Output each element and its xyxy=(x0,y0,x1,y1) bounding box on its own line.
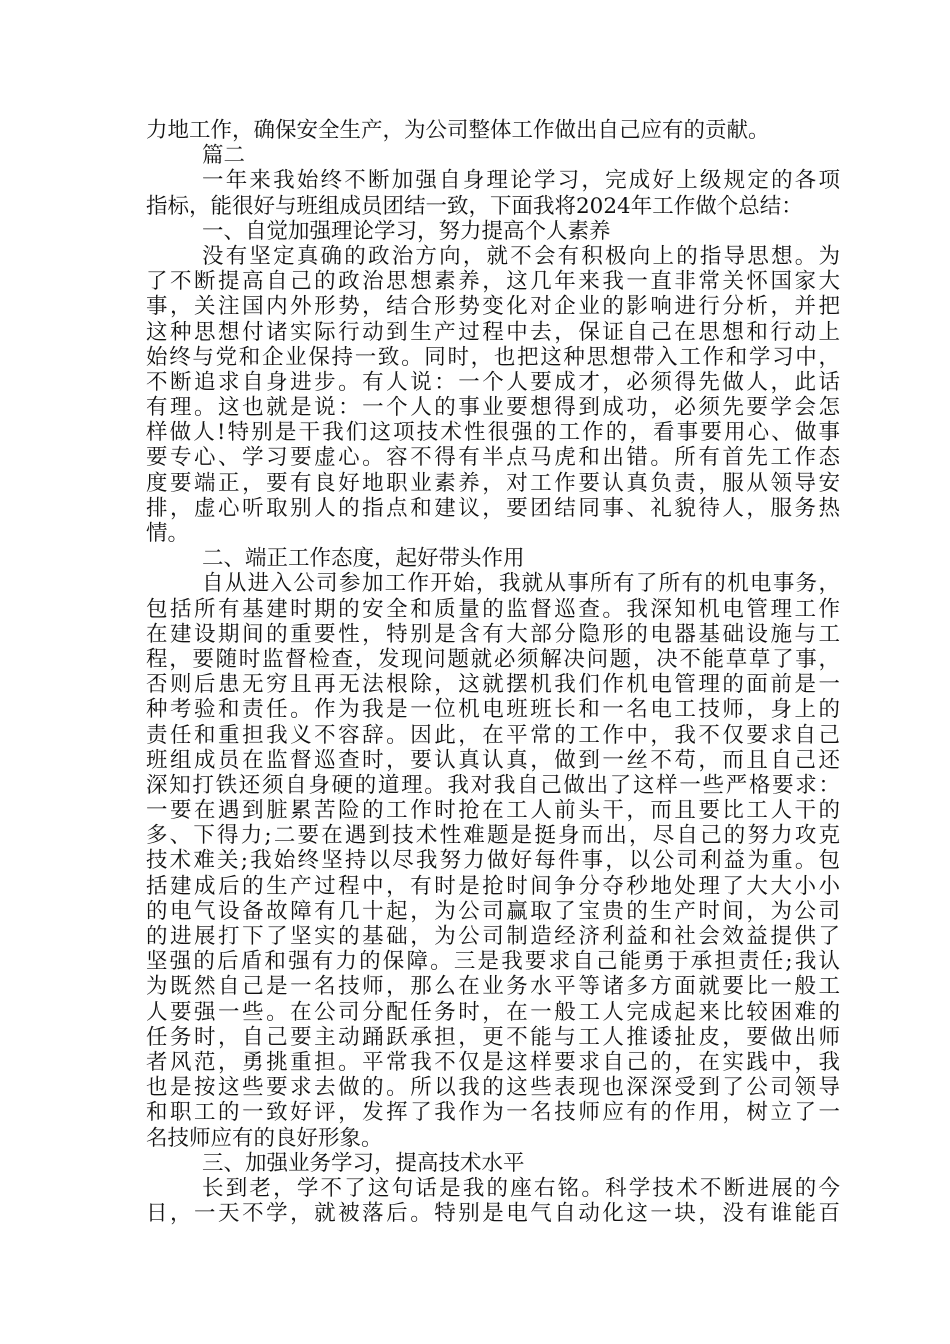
text-line: 一要在遇到脏累苦险的工作时抢在工人前头干，而且要比工人干的 xyxy=(146,798,840,824)
text-line: 一、自觉加强理论学习，努力提高个人素养 xyxy=(202,218,611,244)
text-line: 也是按这些要求去做的。所以我的这些表现也深深受到了公司领导 xyxy=(146,1075,840,1101)
text-line: 二、端正工作态度，起好带头作用 xyxy=(202,546,525,572)
text-line: 责任和重担我义不容辞。因此，在平常的工作中，我不仅要求自己 xyxy=(146,722,840,748)
text-line: 指标，能很好与班组成员团结一致，下面我将2024年工作做个总结： xyxy=(146,193,803,219)
text-line: 长到老，学不了这句话是我的座右铭。科学技术不断进展的今 xyxy=(202,1175,840,1201)
text-line: 三、加强业务学习，提高技术水平 xyxy=(202,1150,525,1176)
text-line: 自从进入公司参加工作开始，我就从事所有了所有的机电事务， xyxy=(202,571,840,597)
text-line: 种考验和责任。作为我是一位机电班班长和一名电工技师，身上的 xyxy=(146,697,840,723)
document-page xyxy=(146,118,840,1226)
text-line: 者风范，勇挑重担。平常我不仅是这样要求自己的，在实践中，我 xyxy=(146,1049,840,1075)
text-line: 日，一天不学，就被落后。特别是电气自动化这一块，没有谁能百 xyxy=(146,1201,840,1227)
text-line: 了不断提高自己的政治思想素养，这几年来我一直非常关怀国家大 xyxy=(146,269,840,295)
text-line: 力地工作，确保安全生产，为公司整体工作做出自己应有的贡献。 xyxy=(146,118,770,143)
text-line: 样做人!特别是干我们这项技术性很强的工作的，看事要用心、做事 xyxy=(146,420,840,446)
text-line: 这种思想付诸实际行动到生产过程中去，保证自己在思想和行动上 xyxy=(146,319,840,345)
text-line: 人要强一些。在公司分配任务时，在一般工人完成起来比较困难的 xyxy=(146,999,840,1025)
text-line: 事，关注国内外形势，结合形势变化对企业的影响进行分析，并把 xyxy=(146,294,840,320)
text-line: 名技师应有的良好形象。 xyxy=(146,1125,383,1151)
text-line: 情。 xyxy=(146,521,190,546)
text-line: 深知打铁还须自身硬的道理。我对我自己做出了这样一些严格要求： xyxy=(146,772,840,798)
text-line: 多、下得力;二要在遇到技术性难题是挺身而出，尽自己的努力攻克 xyxy=(146,823,840,849)
text-line: 为既然自己是一名技师，那么在业务水平等诸多方面就要比一般工 xyxy=(146,974,840,1000)
text-line: 的进展打下了坚实的基础，为公司制造经济利益和社会效益提供了 xyxy=(146,924,840,949)
text-line: 包括所有基建时期的安全和质量的监督巡查。我深知机电管理工作 xyxy=(146,596,840,622)
text-line: 程，要随时监督检查，发现问题就必须解决问题，决不能草草了事， xyxy=(146,646,840,672)
text-line: 一年来我始终不断加强自身理论学习，完成好上级规定的各项 xyxy=(202,168,840,194)
text-line: 坚强的后盾和强有力的保障。三是我要求自己能勇于承担责任;我认 xyxy=(146,949,840,975)
text-line: 有理。这也就是说：一个人的事业要想得到成功，必须先要学会怎 xyxy=(146,395,840,421)
text-line: 的电气设备故障有几十起，为公司赢取了宝贵的生产时间，为公司 xyxy=(146,898,840,924)
text-line: 技术难关;我始终坚持以尽我努力做好每件事，以公司利益为重。包 xyxy=(146,848,840,874)
text-line: 排，虚心听取别人的指点和建议，要团结同事、礼貌待人，服务热 xyxy=(146,495,840,521)
text-line: 班组成员在监督巡查时，要认真认真，做到一丝不苟，而且自己还 xyxy=(146,747,840,773)
text-line: 和职工的一致好评，发挥了我作为一名技师应有的作用，树立了一 xyxy=(146,1100,840,1126)
text-line: 没有坚定真确的政治方向，就不会有积极向上的指导思想。为 xyxy=(202,243,840,269)
text-line: 篇二 xyxy=(202,143,246,169)
text-line: 在建设期间的重要性，特别是含有大部分隐形的电器基础设施与工 xyxy=(146,621,840,647)
text-line: 括建成后的生产过程中，有时是抢时间争分夺秒地处理了大大小小 xyxy=(146,873,840,899)
text-line: 始终与党和企业保持一致。同时，也把这种思想带入工作和学习中， xyxy=(146,344,840,370)
text-line: 不断追求自身进步。有人说：一个人要成才，必须得先做人，此话 xyxy=(146,369,840,395)
text-line: 度要端正，要有良好地职业素养，对工作要认真负责，服从领导安 xyxy=(146,470,840,496)
text-line: 否则后患无穷且再无法根除，这就摆机我们作机电管理的面前是一 xyxy=(146,672,840,698)
text-line: 任务时，自己要主动踊跃承担，更不能与工人推诿扯皮，要做出师 xyxy=(146,1024,840,1050)
text-line: 要专心、学习要虚心。容不得有半点马虎和出错。所有首先工作态 xyxy=(146,445,840,471)
